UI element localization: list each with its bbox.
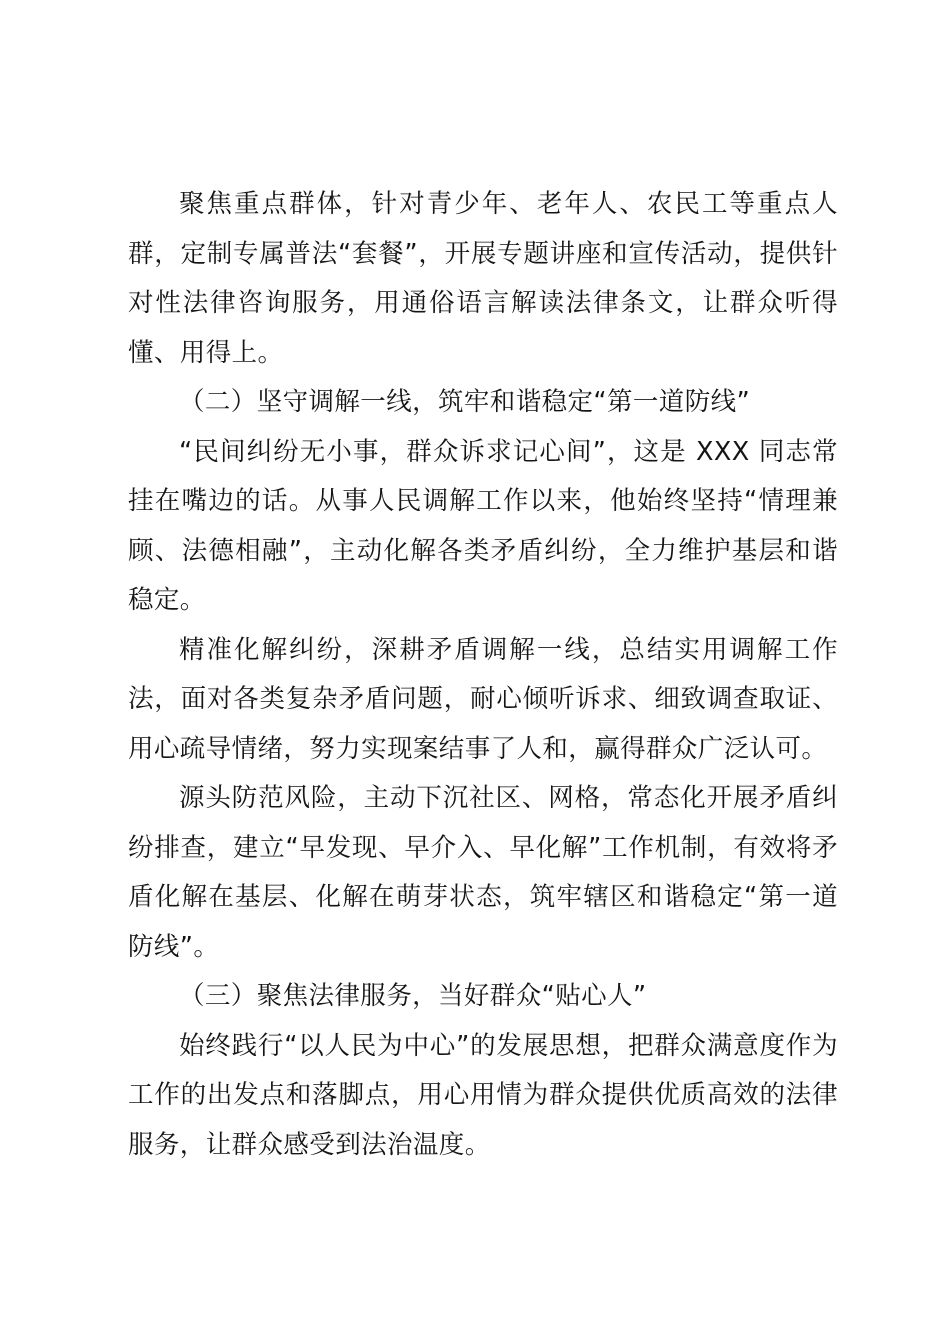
paragraph-mediation-intro: “民间纠纷无小事，群众诉求记心间”，这是 XXX 同志常挂在嘴边的话。从事人民调解工作以来，他始终坚持“情理兼顾、法德相融”，主动化解各类矛盾纠纷，全力维护基层和谐稳定。 [128,436,838,615]
paragraph-key-groups: 聚焦重点群体，针对青少年、老年人、农民工等重点人群，定制专属普法“套餐”，开展专题讲座和宣传活动，提供针对性法律咨询服务，用通俗语言解读法律条文，让群众听得懂、用得上。 [128,189,838,368]
paragraph-prevent-risks: 源头防范风险，主动下沉社区、网格，常态化开展矛盾纠纷排查，建立“早发现、早介入、早化解”工作机制，有效将矛盾化解在基层、化解在萌芽状态，筑牢辖区和谐稳定“第一道防线”。 [128,783,838,962]
section-heading-3: （三）聚焦法律服务，当好群众“贴心人” [179,981,647,1011]
document-body [128,180,838,1170]
paragraph-resolve-disputes: 精准化解纠纷，深耕矛盾调解一线，总结实用调解工作法，面对各类复杂矛盾问题，耐心倾听诉求、细致调查取证、用心疏导情绪，努力实现案结事了人和，赢得群众广泛认可。 [128,634,838,764]
paragraph-legal-services: 始终践行“以人民为中心”的发展思想，把群众满意度作为工作的出发点和落脚点，用心用情为群众提供优质高效的法律服务，让群众感受到法治温度。 [128,1030,838,1160]
section-heading-2: （二）坚守调解一线，筑牢和谐稳定“第一道防线” [179,387,751,417]
